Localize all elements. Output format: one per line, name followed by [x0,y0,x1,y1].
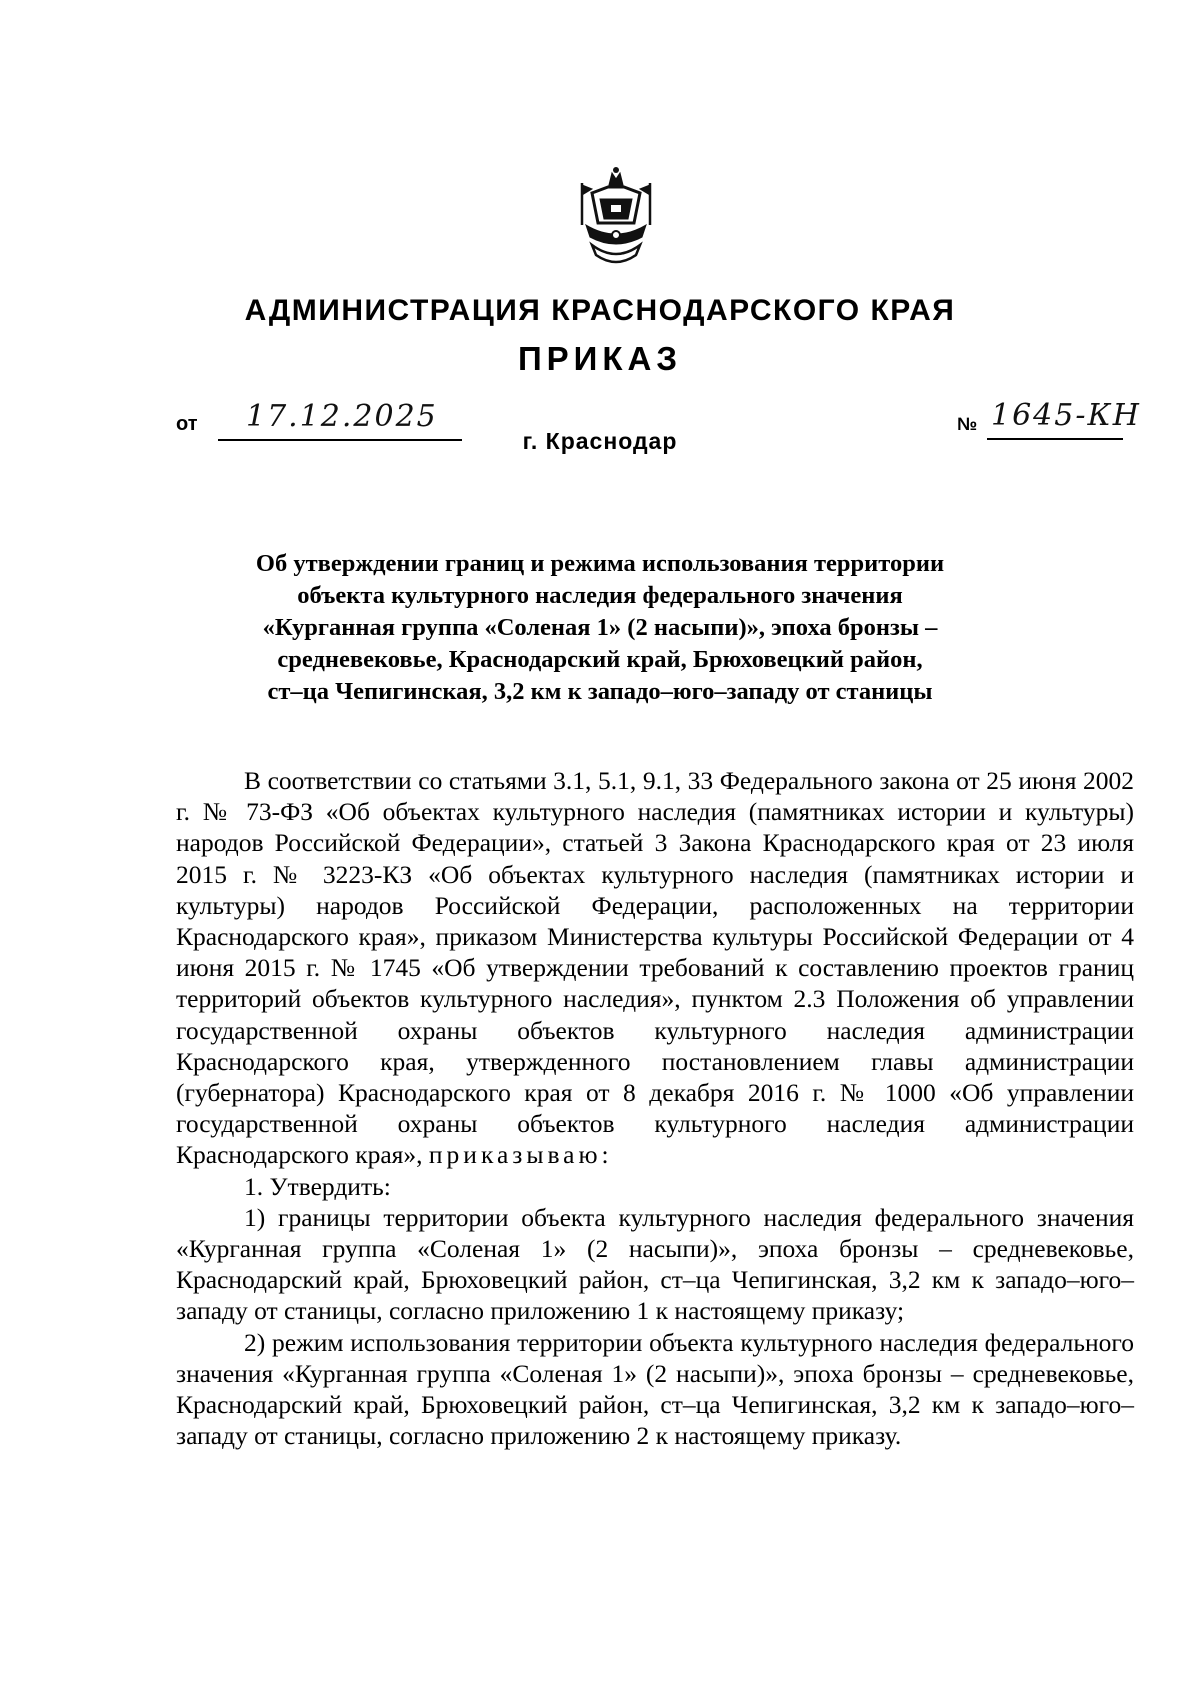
item-1-1: 1) границы территории объекта культурного наследия федерального значения «Курганная группа «Соленая 1» (2 насыпи)», эпоха бронзы – средневековье, Краснодарский край, Брюховецкий район, ст–ца Чепигинская, 3,2 км к западо–юго–западу от станицы, согласно приложению 1 к настоящему приказу; [176,1202,1134,1326]
number-field [957,400,1157,444]
title-line: Об утверждении границ и режима использования территории [255,550,945,577]
title-line: ст–ца Чепигинская, 3,2 км к западо–юго–западу от станицы [267,678,933,705]
item-1-2: 2) режим использования территории объекта культурного наследия федерального значения «Курганная группа «Соленая 1» (2 насыпи)», эпоха бронзы – средневековье, Краснодарский край, Брюховецкий район, ст–ца Чепигинская, 3,2 км к западо–юго–западу от станицы, согласно приложению 2 к настоящему приказу. [176,1327,1134,1451]
date-prefix: от [176,413,198,435]
preamble-paragraph [176,765,1134,1171]
title-line: средневековье, Краснодарский край, Брюховецкий район, [277,646,923,673]
title-line: объекта культурного наследия федерального значения [297,582,903,609]
item-1: 1. Утвердить: [244,1171,391,1201]
document-type: ПРИКАЗ [517,340,683,377]
number-prefix: № [957,414,978,434]
preamble-text: В соответствии со статьями 3.1, 5.1, 9.1, 33 Федерального закона от 25 июня 2002 г. № 73-ФЗ «Об объектах культурного наследия (памятниках истории и культуры) народов Российской Федерации», статьей 3 Закона Краснодарского края от 23 июля 2015 г. № 3223-КЗ «Об объектах культурного наследия (памятниках истории и культуры) народов Российской Федерации, расположенных на территории Краснодарского края», приказом Министерства культуры Российской Федерации от 4 июня 2015 г. № 1745 «Об утверждении требований к составлению проектов границ территорий объектов культурного наследия», пунктом 2.3 Положения об управлении государственной охраны объектов культурного наследия администрации Краснодарского края, утвержденного постановлением главы администрации (губернатора) Краснодарского края от 8 декабря 2016 г. № 1000 «Об управлении государственной охраны объектов культурного наследия администрации Краснодарского края», [176,766,1134,1170]
coat-of-arms-emblem [578,165,654,273]
document-body [176,765,1134,1451]
handwritten-date: 17.12.2025 [246,399,438,434]
handwritten-number: 1645-КН [991,398,1141,433]
document-title [150,548,1050,708]
issuing-organization: АДМИНИСТРАЦИЯ КРАСНОДАРСКОГО КРАЯ [244,294,956,327]
city: г. Краснодар [522,428,678,454]
order-word: приказываю: [428,1140,613,1170]
title-line: «Курганная группа «Соленая 1» (2 насыпи)», эпоха бронзы – [262,614,938,641]
number-underline [987,438,1123,440]
